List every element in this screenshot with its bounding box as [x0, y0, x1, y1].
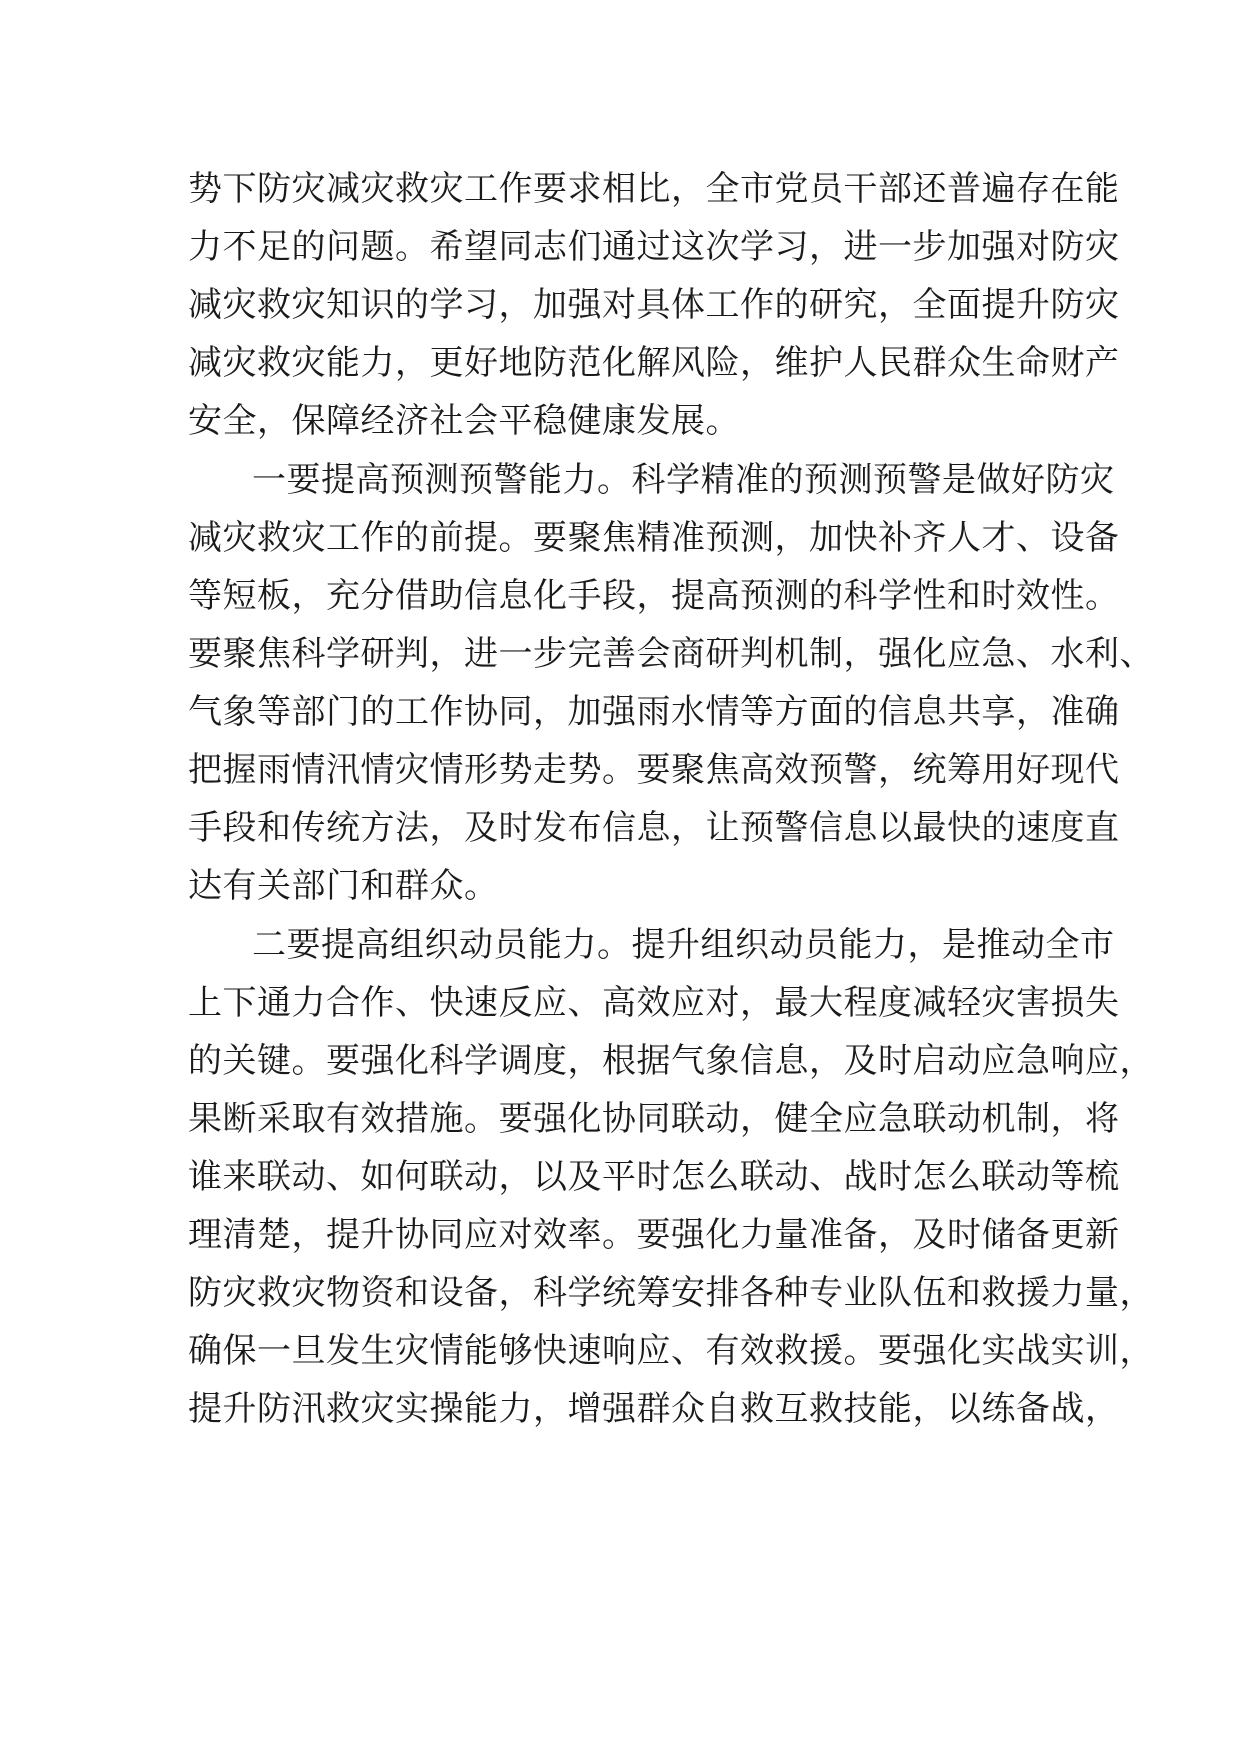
- text-line: 手段和传统方法，及时发布信息，让预警信息以最快的速度直: [188, 808, 1120, 848]
- text-line: 达有关部门和群众。: [188, 866, 499, 906]
- text-line: 势下防灾减灾救灾工作要求相比，全市党员干部还普遍存在能: [188, 169, 1120, 209]
- text-line: 等短板，充分借助信息化手段，提高预测的科学性和时效性。: [188, 576, 1120, 616]
- text-line: 力不足的问题。希望同志们通过这次学习，进一步加强对防灾: [188, 227, 1120, 267]
- paragraph-heading-line: 二要提高组织动员能力。提升组织动员能力，是推动全市: [252, 925, 1115, 965]
- paragraph-heading-line: 一要提高预测预警能力。科学精准的预测预警是做好防灾: [252, 460, 1115, 500]
- text-line: 防灾救灾物资和设备，科学统筹安排各种专业队伍和救援力量，: [188, 1273, 1154, 1313]
- text-line: 谁来联动、如何联动，以及平时怎么联动、战时怎么联动等梳: [188, 1157, 1120, 1197]
- text-line: 安全，保障经济社会平稳健康发展。: [188, 401, 740, 441]
- text-line: 气象等部门的工作协同，加强雨水情等方面的信息共享，准确: [188, 692, 1120, 732]
- text-line: 要聚焦科学研判，进一步完善会商研判机制，强化应急、水利、: [188, 634, 1154, 674]
- text-line: 提升防汛救灾实操能力，增强群众自救互救技能，以练备战，: [188, 1389, 1120, 1429]
- text-line: 减灾救灾工作的前提。要聚焦精准预测，加快补齐人才、设备: [188, 518, 1120, 558]
- text-line: 上下通力合作、快速反应、高效应对，最大程度减轻灾害损失: [188, 983, 1120, 1023]
- text-line: 减灾救灾知识的学习，加强对具体工作的研究，全面提升防灾: [188, 285, 1120, 325]
- text-line: 减灾救灾能力，更好地防范化解风险，维护人民群众生命财产: [188, 343, 1120, 383]
- text-line: 理清楚，提升协同应对效率。要强化力量准备，及时储备更新: [188, 1215, 1120, 1255]
- text-line: 确保一旦发生灾情能够快速响应、有效救援。要强化实战实训，: [188, 1331, 1154, 1371]
- text-line: 把握雨情汛情灾情形势走势。要聚焦高效预警，统筹用好现代: [188, 750, 1120, 790]
- text-line: 的关键。要强化科学调度，根据气象信息，及时启动应急响应，: [188, 1041, 1154, 1081]
- text-line: 果断采取有效措施。要强化协同联动，健全应急联动机制，将: [188, 1099, 1120, 1139]
